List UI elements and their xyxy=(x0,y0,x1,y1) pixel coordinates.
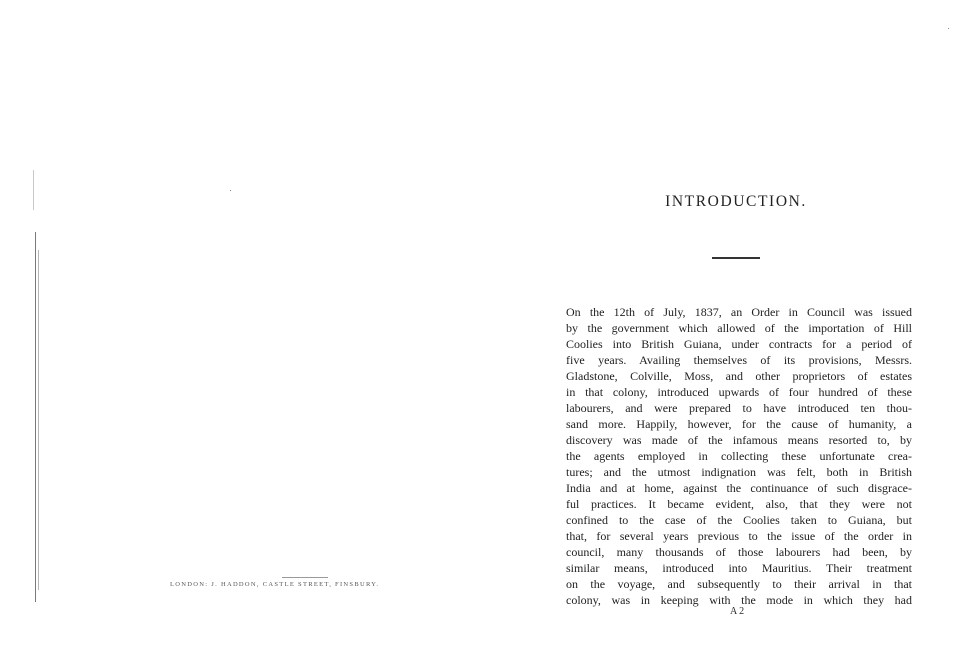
text-line: by the government which allowed of the importation of Hill xyxy=(566,321,912,335)
text-line: India and at home, against the continuance of such disgrace- xyxy=(566,481,912,495)
binding-edge-shadow xyxy=(38,250,39,590)
binding-edge-tick xyxy=(33,170,34,210)
text-line: labourers, and were prepared to have introduced ten thou- xyxy=(566,401,912,415)
text-line: confined to the case of the Coolies taken to Guiana, but xyxy=(566,513,912,527)
text-line: five years. Availing themselves of its provisions, Messrs. xyxy=(566,353,912,367)
text-line: Coolies into British Guiana, under contracts for a period of xyxy=(566,337,912,351)
text-line: discovery was made of the infamous means resorted to, by xyxy=(566,433,912,447)
paper-speck xyxy=(948,28,949,29)
imprint-rule xyxy=(282,577,328,578)
paper-speck xyxy=(230,190,231,191)
text-line: tures; and the utmost indignation was felt, both in British xyxy=(566,465,912,479)
body-paragraph xyxy=(566,304,912,608)
text-line: similar means, introduced into Mauritius. Their treatment xyxy=(566,561,912,575)
text-line: in that colony, introduced upwards of four hundred of these xyxy=(566,385,912,399)
text-line: Gladstone, Colville, Moss, and other proprietors of estates xyxy=(566,369,912,383)
printer-imprint: LONDON: J. HADDON, CASTLE STREET, FINSBURY. xyxy=(170,581,380,588)
signature-mark: A 2 xyxy=(730,606,745,617)
text-line: colony, was in keeping with the mode in which they had xyxy=(566,593,912,607)
text-line: the agents employed in collecting these unfortunate crea- xyxy=(566,449,912,463)
text-line: on the voyage, and subsequently to their arrival in that xyxy=(566,577,912,591)
heading-rule xyxy=(712,257,760,259)
text-line: ful practices. It became evident, also, that they were not xyxy=(566,497,912,511)
text-line: council, many thousands of those labourers had been, by xyxy=(566,545,912,559)
text-line: On the 12th of July, 1837, an Order in Council was issued xyxy=(566,305,912,319)
text-line: that, for several years previous to the issue of the order in xyxy=(566,529,912,543)
text-line: sand more. Happily, however, for the cause of humanity, a xyxy=(566,417,912,431)
page-title: INTRODUCTION. xyxy=(665,193,807,210)
binding-edge-line xyxy=(35,232,36,602)
